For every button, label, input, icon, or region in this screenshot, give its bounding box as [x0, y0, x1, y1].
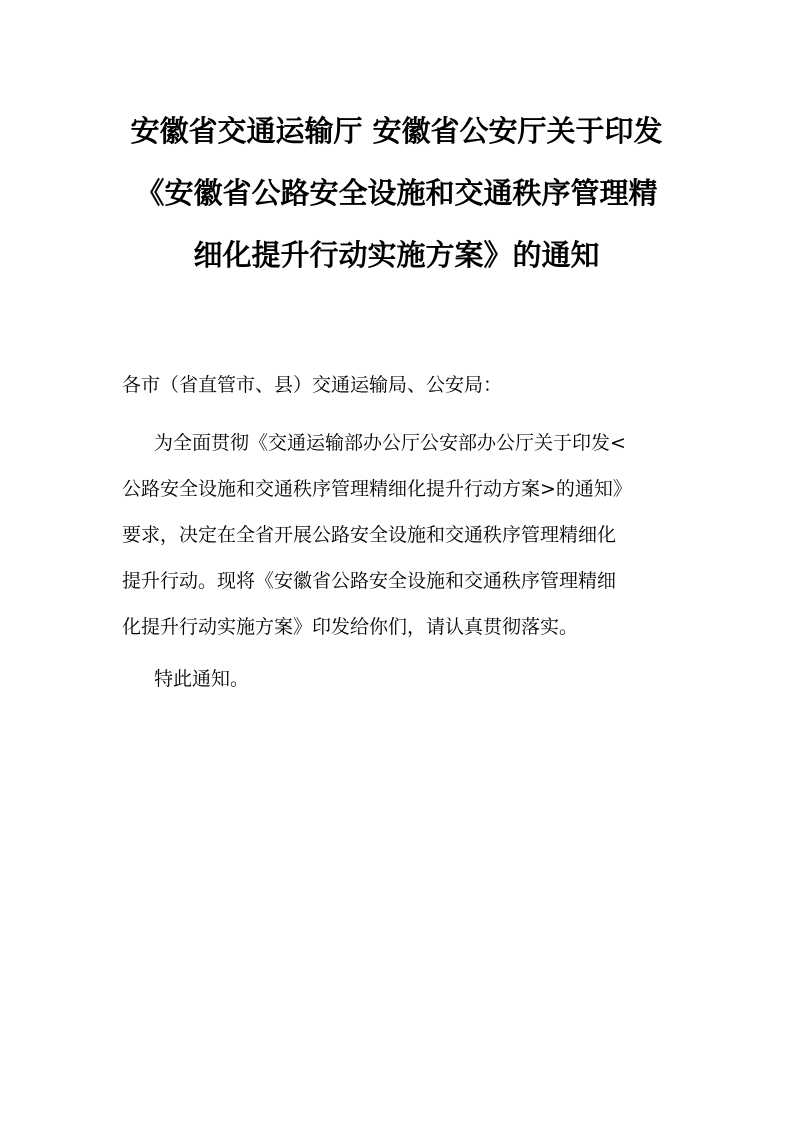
- document-title: [100, 100, 693, 286]
- spacer: [122, 408, 682, 420]
- title-line-1: 安徽省交通运输厅 安徽省公安厅关于印发: [130, 114, 663, 148]
- document-body: [122, 362, 682, 702]
- title-line-3: 细化提升行动实施方案》的通知: [193, 238, 600, 272]
- body-line-2: 公路安全设施和交通秩序管理精细化提升行动方案>的通知》: [122, 478, 632, 500]
- body-line-1: 为全面贯彻《交通运输部办公厅公安部办公厅关于印发<: [154, 432, 626, 454]
- addressee: 各市（省直管市、县）交通运输局、公安局：: [122, 374, 503, 396]
- closing-text: 特此通知。: [154, 668, 250, 690]
- body-line-3: 要求，决定在全省开展公路安全设施和交通秩序管理精细化: [122, 524, 617, 546]
- title-line-2: 《安徽省公路安全设施和交通秩序管理精: [135, 176, 658, 210]
- body-line-4: 提升行动。现将《安徽省公路安全设施和交通秩序管理精细: [122, 570, 617, 592]
- body-paragraph: [122, 420, 682, 650]
- body-line-5: 化提升行动实施方案》印发给你们，请认真贯彻落实。: [122, 616, 579, 638]
